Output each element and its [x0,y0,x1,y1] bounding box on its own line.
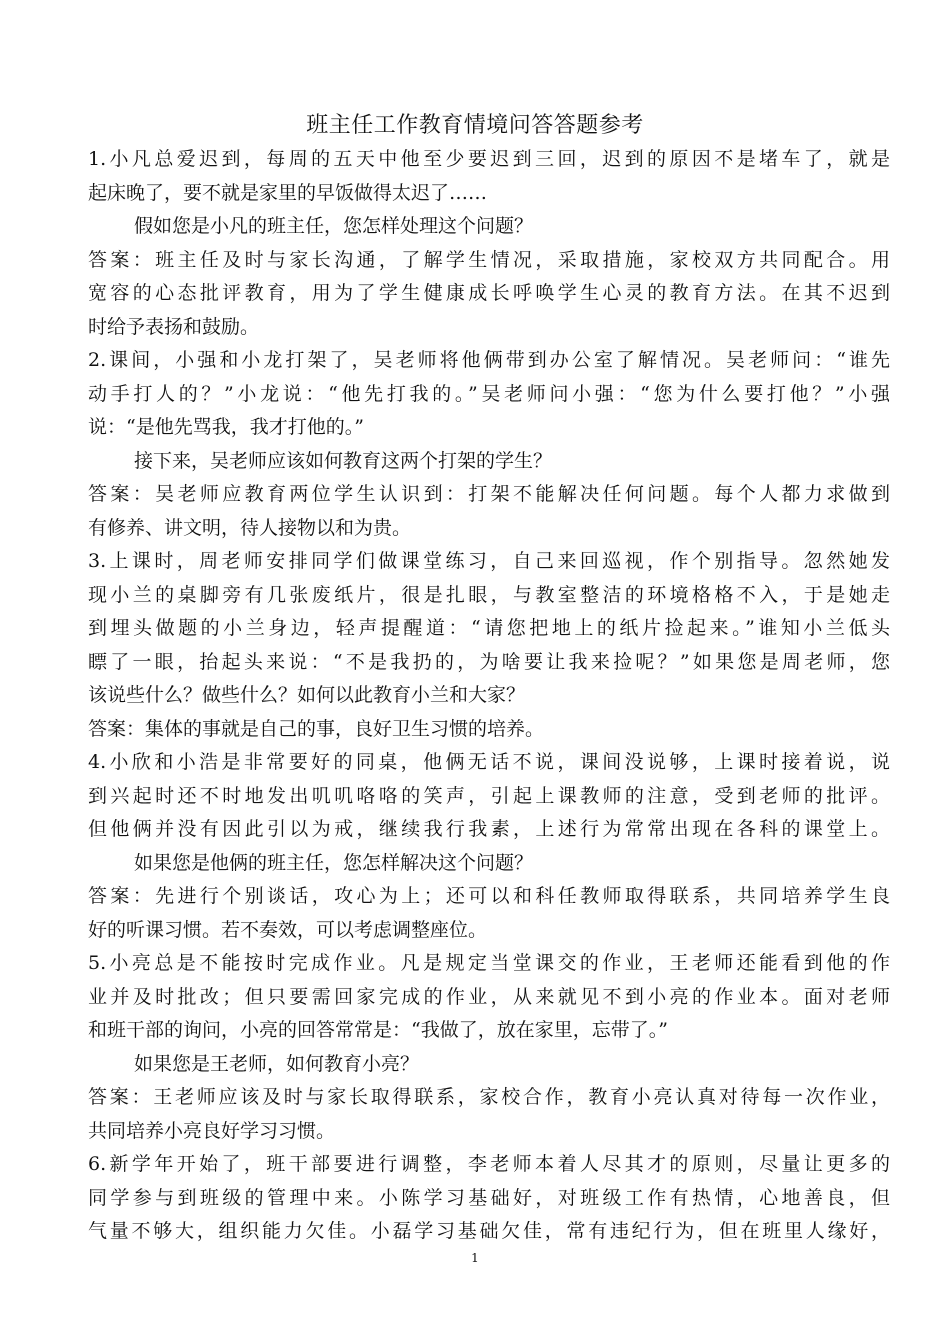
q6-question-line: 6.新学年开始了，班干部要进行调整，李老师本着人尽其才的原则，尽量让更多的 [88,1153,890,1175]
q4-question-line: 但他俩并没有因此引以为戒，继续我行我素，上述行为常常出现在各科的课堂上。 [88,818,890,840]
q2-question-line: 动手打人的？”小龙说：“他先打我的。”吴老师问小强：“您为什么要打他？”小强 [88,382,890,405]
q2-answer-line: 答案：吴老师应教育两位学生认识到：打架不能解决任何问题。每个人都力求做到 [88,483,890,505]
q4-answer-line: 好的听课习惯。若不奏效，可以考虑调整座位。 [88,918,488,941]
q2-answer-line: 有修养、讲文明，待人接物以和为贵。 [88,516,412,539]
q1-answer-line: 宽容的心态批评教育，用为了学生健康成长呼唤学生心灵的教育方法。在其不迟到 [88,282,890,304]
q5-answer-line: 共同培养小亮良好学习习惯。 [88,1119,336,1142]
q1-question-line: 1.小凡总爱迟到，每周的五天中他至少要迟到三回，迟到的原因不是堵车了，就是 [88,148,890,170]
q1-prompt: 假如您是小凡的班主任，您怎样处理这个问题？ [134,215,534,237]
q5-question-line: 5.小亮总是不能按时完成作业。凡是规定当堂课交的作业，王老师还能看到他的作 [88,952,890,974]
q1-answer-line: 时给予表扬和鼓励。 [88,315,260,338]
page-number: 1 [471,1251,479,1265]
q4-question-line: 到兴起时还不时地发出叽叽咯咯的笑声，引起上课教师的注意，受到老师的批评。 [88,784,890,807]
q3-question-line: 该说些什么？做些什么？如何以此教育小兰和大家？ [88,684,526,706]
q5-answer-line: 答案：王老师应该及时与家长取得联系，家校合作，教育小亮认真对待每一次作业， [88,1086,890,1108]
q4-question-line: 4.小欣和小浩是非常要好的同桌，他俩无话不说，课间没说够，上课时接着说，说 [88,751,890,773]
q6-question-line: 气量不够大，组织能力欠佳。小磊学习基础欠佳，常有违纪行为，但在班里人缘好， [88,1220,890,1242]
q2-prompt: 接下来，吴老师应该如何教育这两个打架的学生？ [134,449,553,472]
document-body [88,143,890,1249]
q1-answer-line: 答案：班主任及时与家长沟通，了解学生情况，采取措施，家校双方共同配合。用 [88,248,890,271]
q3-question-line: 3.上课时，周老师安排同学们做课堂练习，自己来回巡视，作个别指导。忽然她发 [88,550,890,572]
q2-question-line: 说：“是他先骂我，我才打他的。” [88,416,364,438]
document-title: 班主任工作教育情境问答答题参考 [306,113,644,138]
q5-question-line: 业并及时批改；但只要需回家完成的作业，从来就见不到小亮的作业本。面对老师 [88,985,890,1008]
q4-answer-line: 答案：先进行个别谈话，攻心为上；还可以和科任教师取得联系，共同培养学生良 [88,885,890,907]
q5-question-line: 和班干部的询问，小亮的回答常常是：“我做了，放在家里，忘带了。” [88,1019,668,1041]
q3-question-line: 到埋头做题的小兰身边，轻声提醒道：“请您把地上的纸片捡起来。”谁知小兰低头 [88,617,890,639]
q4-prompt: 如果您是他俩的班主任，您怎样解决这个问题？ [134,851,534,874]
q3-question-line: 瞟了一眼，抬起头来说：“不是我扔的，为啥要让我来捡呢？”如果您是周老师，您 [88,650,890,673]
q6-question-line: 同学参与到班级的管理中来。小陈学习基础好，对班级工作有热情，心地善良，但 [88,1186,890,1209]
q5-prompt: 如果您是王老师，如何教育小亮？ [134,1052,420,1075]
q2-question-line: 2.课间，小强和小龙打架了，吴老师将他俩带到办公室了解情况。吴老师问：“谁先 [88,349,890,371]
q3-answer-line: 答案：集体的事就是自己的事，良好卫生习惯的培养。 [88,717,545,740]
q1-question-line: 起床晚了，要不就是家里的早饭做得太迟了…… [88,181,488,204]
q3-question-line: 现小兰的桌脚旁有几张废纸片，很是扎眼，与教室整洁的环境格格不入，于是她走 [88,583,890,606]
